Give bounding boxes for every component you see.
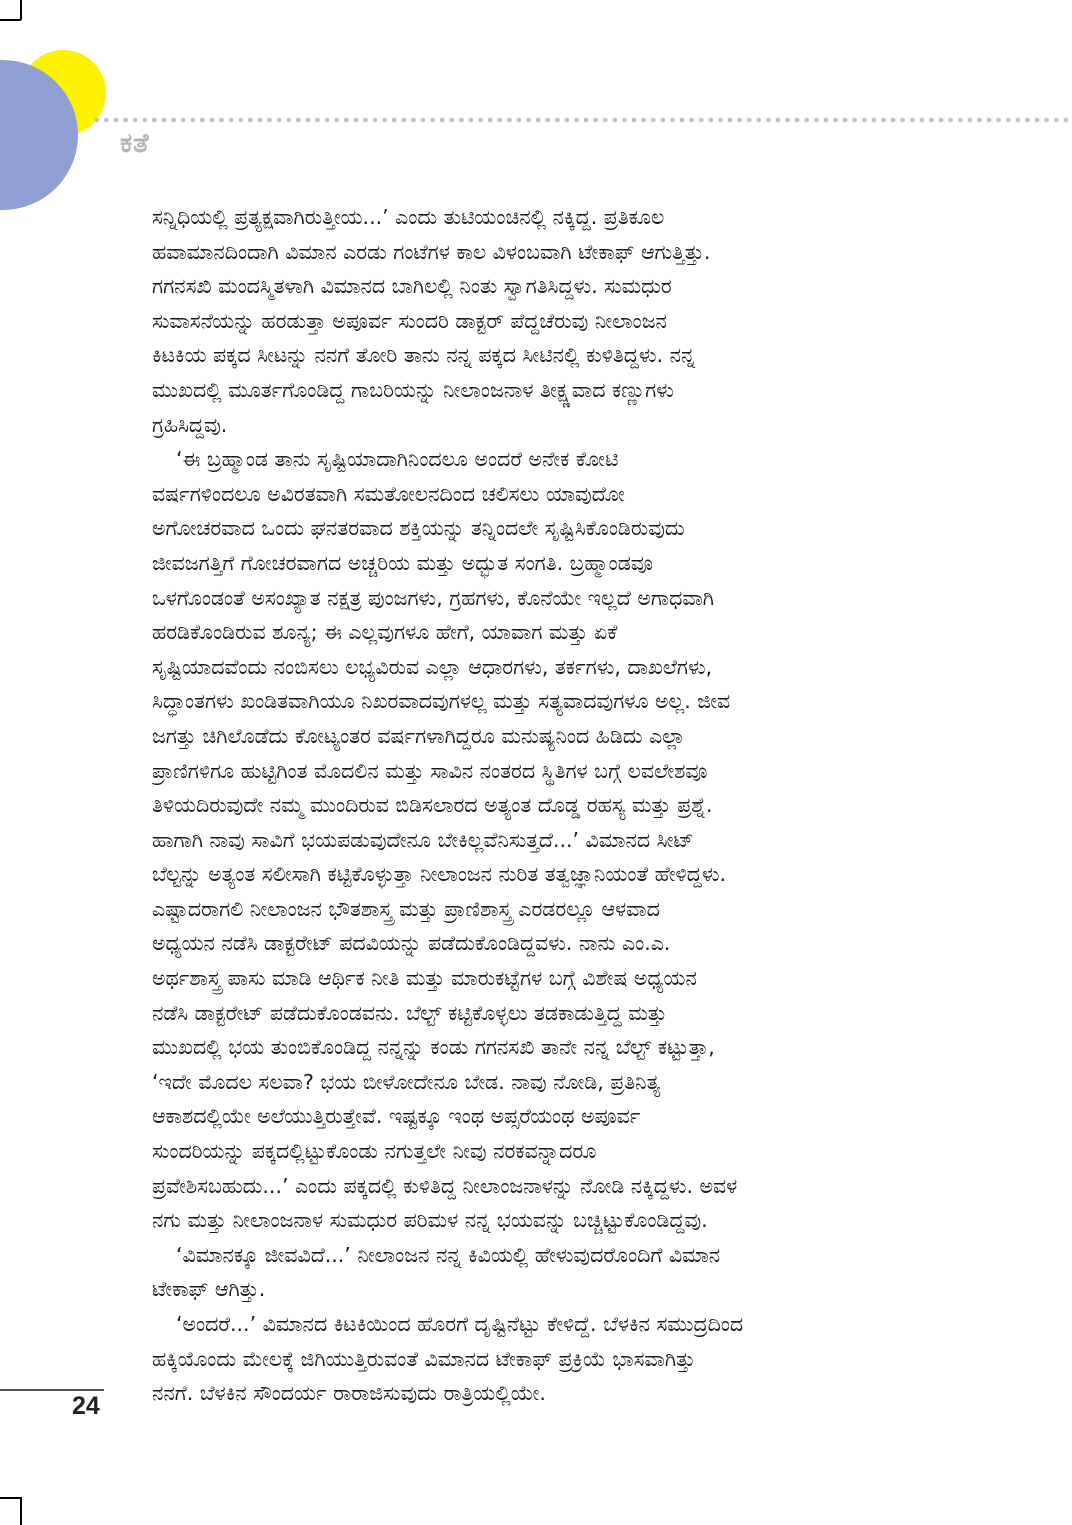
text-line: ಜಗತ್ತು ಚಿಗಿಲೊಡೆದು ಕೋಟ್ಯಂತರ ವರ್ಷಗಳಾಗಿದ್ದರೂ ಮನುಷ್ಯನಿಂದ ಹಿಡಿದು ಎಲ್ಲಾ [152, 723, 686, 748]
crop-mark-top-vertical [20, 0, 22, 20]
text-line: ‘ಇದೇ ಮೊದಲ ಸಲವಾ? ಭಯ ಬೀಳೋದೇನೂ ಬೇಡ. ನಾವು ನೋಡಿ, ಪ್ರತಿನಿತ್ಯ [152, 1069, 661, 1094]
text-line: ಹಕ್ಕಿಯೊಂದು ಮೇಲಕ್ಕೆ ಜಿಗಿಯುತ್ತಿರುವಂತೆ ವಿಮಾನದ ಟೇಕಾಫ್ ಪ್ರಕ್ರಿಯೆ ಭಾಸವಾಗಿತ್ತು [152, 1346, 696, 1371]
text-line: ಹವಾಮಾನದಿಂದಾಗಿ ವಿಮಾನ ಎರಡು ಗಂಟೆಗಳ ಕಾಲ ವಿಳಂಬವಾಗಿ ಟೇಕಾಫ್ ಆಗುತ್ತಿತ್ತು. [152, 239, 711, 264]
text-line: ನಗು ಮತ್ತು ನೀಲಾಂಜನಾಳ ಸುಮಧುರ ಪರಿಮಳ ನನ್ನ ಭಯವನ್ನು ಬಚ್ಚಿಟ್ಟುಕೊಂಡಿದ್ದವು. [152, 1208, 708, 1233]
text-line: ಹರಡಿಕೊಂಡಿರುವ ಶೂನ್ಯ; ಈ ಎಲ್ಲವುಗಳೂ ಹೇಗೆ, ಯಾವಾಗ ಮತ್ತು ಏಕೆ [152, 620, 618, 645]
crop-mark-bottom-vertical [20, 1497, 22, 1525]
text-line: ಬೆಲ್ಟನ್ನು ಅತ್ಯಂತ ಸಲೀಸಾಗಿ ಕಟ್ಟಿಕೊಳ್ಳುತ್ತಾ ನೀಲಾಂಜನ ನುರಿತ ತತ್ವಜ್ಞಾನಿಯಂತೆ ಹೇಳಿದ್ದಳು. [152, 862, 726, 887]
text-line: ಹಾಗಾಗಿ ನಾವು ಸಾವಿಗೆ ಭಯಪಡುವುದೇನೂ ಬೇಕಿಲ್ಲವೆನಿಸುತ್ತದೆ...’ ವಿಮಾನದ ಸೀಟ್ [152, 827, 694, 852]
text-line: ಅರ್ಥಶಾಸ್ತ್ರ ಪಾಸು ಮಾಡಿ ಆರ್ಥಿಕ ನೀತಿ ಮತ್ತು ಮಾರುಕಟ್ಟೆಗಳ ಬಗ್ಗೆ ವಿಶೇಷ ಅಧ್ಯಯನ [152, 966, 697, 991]
text-line: ಆಕಾಶದಲ್ಲಿಯೇ ಅಲೆಯುತ್ತಿರುತ್ತೇವೆ. ಇಷ್ಟಕ್ಕೂ ಇಂಥ ಅಪ್ಸರೆಯಂಥ ಅಪೂರ್ವ [152, 1104, 641, 1129]
text-line: ಸುಂದರಿಯನ್ನು ಪಕ್ಕದಲ್ಲಿಟ್ಟುಕೊಂಡು ನಗುತ್ತಲೇ ನೀವು ನರಕವನ್ನಾದರೂ [152, 1139, 597, 1164]
text-line: ತಿಳಿಯದಿರುವುದೇ ನಮ್ಮ ಮುಂದಿರುವ ಬಿಡಿಸಲಾರದ ಅತ್ಯಂತ ದೊಡ್ಡ ರಹಸ್ಯ ಮತ್ತು ಪ್ರಶ್ನೆ. [152, 793, 713, 818]
text-line: ಟೇಕಾಫ್ ಆಗಿತ್ತು. [152, 1277, 266, 1302]
text-line: ಅಧ್ಯಯನ ನಡೆಸಿ ಡಾಕ್ಟರೇಟ್ ಪದವಿಯನ್ನು ಪಡೆದುಕೊಂಡಿದ್ದವಳು. ನಾನು ಎಂ.ಎ. [152, 931, 671, 956]
text-line: ನಡೆಸಿ ಡಾಕ್ಟರೇಟ್ ಪಡೆದುಕೊಂಡವನು. ಬೆಲ್ಟ್ ಕಟ್ಟಿಕೊಳ್ಳಲು ತಡಕಾಡುತ್ತಿದ್ದ ಮತ್ತು [152, 1000, 667, 1025]
section-label: ಕತೆ [120, 128, 150, 159]
text-line: ಮುಖದಲ್ಲಿ ಭಯ ತುಂಬಿಕೊಂಡಿದ್ದ ನನ್ನನ್ನು ಕಂಡು ಗಗನಸಖಿ ತಾನೇ ನನ್ನ ಬೆಲ್ಟ್ ಕಟ್ಟುತ್ತಾ, [152, 1035, 715, 1060]
text-line: ಸುವಾಸನೆಯನ್ನು ಹರಡುತ್ತಾ ಅಪೂರ್ವ ಸುಂದರಿ ಡಾಕ್ಟರ್ ಪೆದ್ದಚೆರುವು ನೀಲಾಂಜನ [152, 308, 667, 333]
crop-mark-top-horizontal [0, 19, 21, 21]
text-line: ಸೃಷ್ಟಿಯಾದವೆಂದು ನಂಬಿಸಲು ಲಭ್ಯವಿರುವ ಎಲ್ಲಾ ಆಧಾರಗಳು, ತರ್ಕಗಳು, ದಾಖಲೆಗಳು, [152, 654, 713, 679]
story-body [152, 200, 904, 1411]
text-line: ‘ಈ ಬ್ರಹ್ಮಾಂಡ ತಾನು ಸೃಷ್ಟಿಯಾದಾಗಿನಿಂದಲೂ ಅಂದರೆ ಅನೇಕ ಕೋಟಿ [176, 447, 619, 472]
text-line: ‘ವಿಮಾನಕ್ಕೂ ಜೀವವಿದೆ...’ ನೀಲಾಂಜನ ನನ್ನ ಕಿವಿಯಲ್ಲಿ ಹೇಳುವುದರೊಂದಿಗೆ ವಿಮಾನ [176, 1242, 721, 1267]
crop-mark-bottom-horizontal [0, 1497, 21, 1499]
text-line: ಕಿಟಕಿಯ ಪಕ್ಕದ ಸೀಟನ್ನು ನನಗೆ ತೋರಿ ತಾನು ನನ್ನ ಪಕ್ಕದ ಸೀಟಿನಲ್ಲಿ ಕುಳಿತಿದ್ದಳು. ನನ್ನ [152, 343, 696, 368]
text-line: ನನಗೆ. ಬೆಳಕಿನ ಸೌಂದರ್ಯ ರಾರಾಜಿಸುವುದು ರಾತ್ರಿಯಲ್ಲಿಯೇ. [152, 1381, 546, 1406]
text-line: ಅಗೋಚರವಾದ ಒಂದು ಘನತರವಾದ ಶಕ್ತಿಯನ್ನು ತನ್ನಿಂದಲೇ ಸೃಷ್ಟಿಸಿಕೊಂಡಿರುವುದು [152, 516, 685, 541]
dotted-header-rule [92, 116, 1070, 124]
footer-rule [0, 1389, 104, 1391]
page-number: 24 [72, 1392, 100, 1420]
text-line: ಮುಖದಲ್ಲಿ ಮೂರ್ತಗೊಂಡಿದ್ದ ಗಾಬರಿಯನ್ನು ನೀಲಾಂಜನಾಳ ತೀಕ್ಷ್ಣವಾದ ಕಣ್ಣುಗಳು [152, 377, 674, 402]
text-line: ಪ್ರವೇಶಿಸಬಹುದು...’ ಎಂದು ಪಕ್ಕದಲ್ಲಿ ಕುಳಿತಿದ್ದ ನೀಲಾಂಜನಾಳನ್ನು ನೋಡಿ ನಕ್ಕಿದ್ದಳು. ಅವಳ [152, 1173, 738, 1198]
text-line: ‘ಅಂದರೆ...’ ವಿಮಾನದ ಕಿಟಕಿಯಿಂದ ಹೊರಗೆ ದೃಷ್ಟಿನೆಟ್ಟು ಕೇಳಿದ್ದೆ. ಬೆಳಕಿನ ಸಮುದ್ರದಿಂದ [176, 1312, 744, 1336]
text-line: ಎಷ್ಟಾದರಾಗಲಿ ನೀಲಾಂಜನ ಭೌತಶಾಸ್ತ್ರ ಮತ್ತು ಪ್ರಾಣಿಶಾಸ್ತ್ರ ಎರಡರಲ್ಲೂ ಆಳವಾದ [152, 896, 660, 921]
text-line: ಪ್ರಾಣಿಗಳಿಗೂ ಹುಟ್ಟಿಗಿಂತ ಮೊದಲಿನ ಮತ್ತು ಸಾವಿನ ನಂತರದ ಸ್ಥಿತಿಗಳ ಬಗ್ಗೆ ಲವಲೇಶವೂ [152, 758, 708, 783]
text-line: ಸನ್ನಿಧಿಯಲ್ಲಿ ಪ್ರತ್ಯಕ್ಷವಾಗಿರುತ್ತೀಯ...’ ಎಂದು ತುಟಿಯಂಚಿನಲ್ಲಿ ನಕ್ಕಿದ್ದ. ಪ್ರತಿಕೂಲ [152, 205, 665, 229]
text-line: ವರ್ಷಗಳಿಂದಲೂ ಅವಿರತವಾಗಿ ಸಮತೋಲನದಿಂದ ಚಲಿಸಲು ಯಾವುದೋ [152, 481, 625, 506]
text-line: ಗ್ರಹಿಸಿದ್ದವು. [152, 412, 228, 437]
text-line: ಸಿದ್ಧಾಂತಗಳು ಖಂಡಿತವಾಗಿಯೂ ನಿಖರವಾದವುಗಳಲ್ಲ ಮತ್ತು ಸತ್ಯವಾದವುಗಳೂ ಅಲ್ಲ. ಜೀವ [152, 689, 731, 714]
text-line: ಜೀವಜಗತ್ತಿಗೆ ಗೋಚರವಾಗದ ಅಚ್ಚರಿಯ ಮತ್ತು ಅದ್ಭುತ ಸಂಗತಿ. ಬ್ರಹ್ಮಾಂಡವೂ [152, 550, 653, 575]
text-line: ಒಳಗೊಂಡಂತೆ ಅಸಂಖ್ಯಾತ ನಕ್ಷತ್ರ ಪುಂಜಗಳು, ಗ್ರಹಗಳು, ಕೊನೆಯೇ ಇಲ್ಲದೆ ಅಗಾಧವಾಗಿ [152, 585, 715, 610]
text-line: ಗಗನಸಖಿ ಮಂದಸ್ಮಿತಳಾಗಿ ವಿಮಾನದ ಬಾಗಿಲಲ್ಲಿ ನಿಂತು ಸ್ವಾಗತಿಸಿದ್ದಳು. ಸುಮಧುರ [152, 274, 672, 299]
